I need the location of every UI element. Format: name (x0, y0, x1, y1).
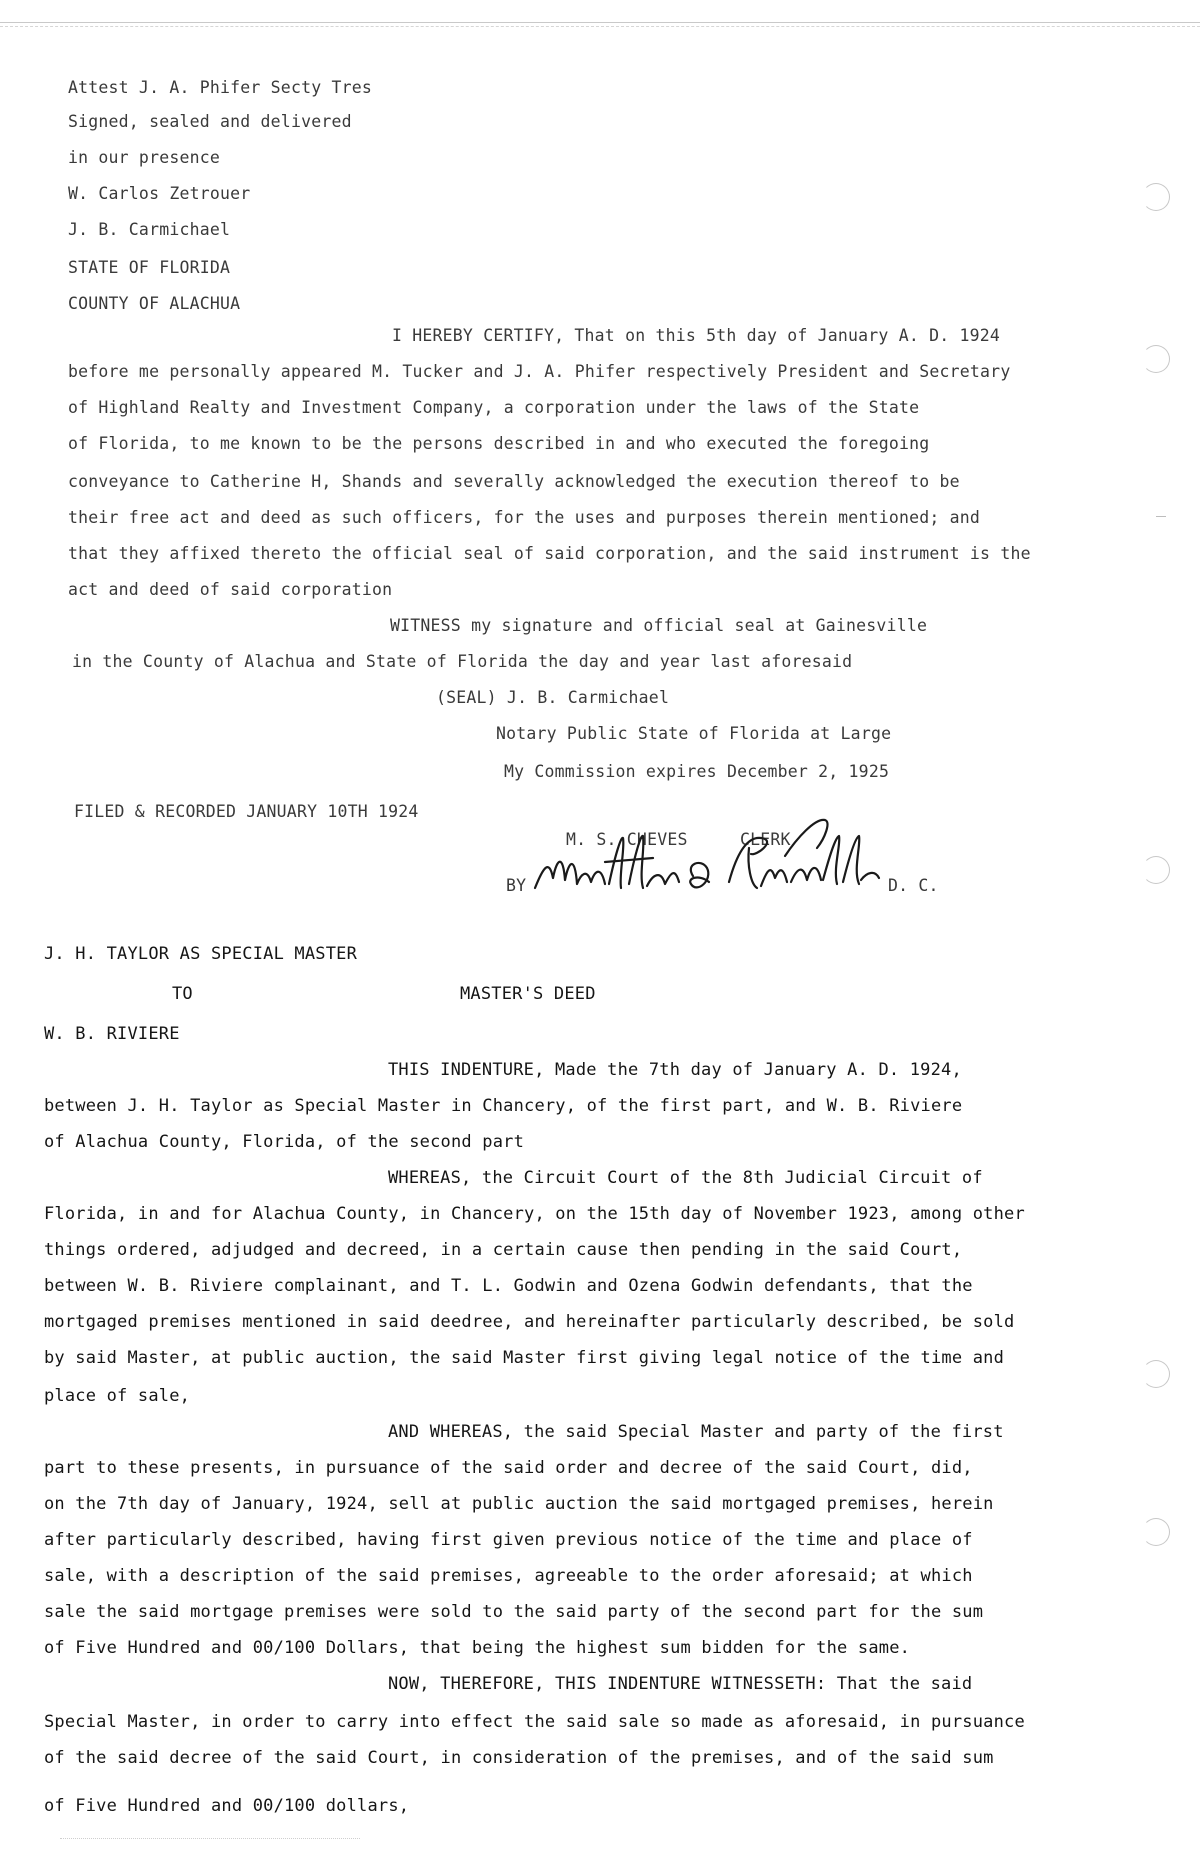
page-top-rule-secondary (0, 26, 1200, 27)
deed-to-label: TO (172, 984, 193, 1004)
deed-body-line: mortgaged premises mentioned in said deedree, and hereinafter particularly described, be sold (44, 1312, 1015, 1332)
punch-hole-1 (1142, 183, 1170, 211)
deed-body-line: part to these presents, in pursuance of the said order and decree of the said Court, did, (44, 1458, 973, 1478)
ack-body-line: act and deed of said corporation (68, 580, 393, 599)
page-top-rule (0, 22, 1200, 23)
deed-body-line: of the said decree of the said Court, in consideration of the premises, and of the said sum (44, 1748, 994, 1768)
ack-body-line: conveyance to Catherine H, Shands and severally acknowledged the execution thereof to be (68, 472, 960, 491)
deed-body-line: Special Master, in order to carry into effect the said sale so made as aforesaid, in pursuance (44, 1712, 1025, 1732)
attest-line: Attest J. A. Phifer Secty Tres (68, 78, 373, 97)
deed-body-line: on the 7th day of January, 1924, sell at public auction the said mortgaged premises, herein (44, 1494, 994, 1514)
indenture-opening: THIS INDENTURE, Made the 7th day of January A. D. 1924, (388, 1060, 962, 1080)
deed-body-line: of Five Hundred and 00/100 dollars, (44, 1796, 410, 1816)
deed-body-line: between J. H. Taylor as Special Master in Chancery, of the first part, and W. B. Riviere (44, 1096, 963, 1116)
deputy-clerk-label: D. C. (888, 876, 939, 895)
page-bottom-mark (60, 1838, 360, 1839)
by-label: BY (506, 876, 527, 895)
notary-seal-name: (SEAL) J. B. Carmichael (436, 688, 670, 707)
deed-body-line: between W. B. Riviere complainant, and T. L. Godwin and Ozena Godwin defendants, that the (44, 1276, 973, 1296)
filed-recorded-stamp: FILED & RECORDED JANUARY 10TH 1924 (74, 802, 419, 821)
witness-location-line: in the County of Alachua and State of Florida the day and year last aforesaid (72, 652, 853, 671)
whereas-opening: WHEREAS, the Circuit Court of the 8th Judicial Circuit of (388, 1168, 983, 1188)
punch-hole-5 (1142, 1518, 1170, 1546)
deed-body-line: place of sale, (44, 1386, 191, 1406)
notary-title: Notary Public State of Florida at Large (496, 724, 892, 743)
deputy-clerk-signature (525, 808, 885, 918)
deed-body-line: sale the said mortgage premises were sold to the said party of the second part for the sum (44, 1602, 984, 1622)
deed-body-line: sale, with a description of the said premises, agreeable to the order aforesaid; at which (44, 1566, 973, 1586)
witness-name-1: W. Carlos Zetrouer (68, 184, 251, 203)
clerk-name: M. S. CHEVES (566, 830, 688, 849)
ack-body-line: their free act and deed as such officers, for the uses and purposes therein mentioned; and (68, 508, 981, 527)
deed-body-line: Florida, in and for Alachua County, in Chancery, on the 15th day of November 1923, among other (44, 1204, 1025, 1224)
deed-body-line: after particularly described, having first given previous notice of the time and place of (44, 1530, 973, 1550)
now-therefore-opening: NOW, THEREFORE, THIS INDENTURE WITNESSETH: That the said (388, 1674, 973, 1694)
witness-signature-line: WITNESS my signature and official seal at Gainesville (390, 616, 928, 635)
deed-body-line: by said Master, at public auction, the said Master first giving legal notice of the time and (44, 1348, 1005, 1368)
deed-body-line: of Five Hundred and 00/100 Dollars, that being the highest sum bidden for the same. (44, 1638, 911, 1658)
ack-body-line: of Florida, to me known to be the persons described in and who executed the foregoing (68, 434, 930, 453)
signed-sealed-line: Signed, sealed and delivered (68, 112, 352, 131)
ack-body-line: before me personally appeared M. Tucker and J. A. Phifer respectively President and Secretary (68, 362, 1011, 381)
county-heading: COUNTY OF ALACHUA (68, 294, 241, 313)
deed-type-heading: MASTER'S DEED (460, 984, 596, 1004)
punch-hole-3 (1142, 856, 1170, 884)
and-whereas-opening: AND WHEREAS, the said Special Master and party of the first (388, 1422, 1004, 1442)
certify-line: I HEREBY CERTIFY, That on this 5th day of January A. D. 1924 (392, 326, 1001, 345)
ack-body-line: of Highland Realty and Investment Company, a corporation under the laws of the State (68, 398, 920, 417)
in-presence-line: in our presence (68, 148, 221, 167)
ack-body-line: that they affixed thereto the official seal of said corporation, and the said instrument is the (68, 544, 1031, 563)
deed-grantee-heading: W. B. RIVIERE (44, 1024, 180, 1044)
deed-grantor-heading: J. H. TAYLOR AS SPECIAL MASTER (44, 944, 358, 964)
state-heading: STATE OF FLORIDA (68, 258, 231, 277)
deed-body-line: of Alachua County, Florida, of the second part (44, 1132, 525, 1152)
witness-name-2: J. B. Carmichael (68, 220, 231, 239)
punch-hole-2 (1142, 345, 1170, 373)
punch-hole-4 (1142, 1360, 1170, 1388)
commission-expiry: My Commission expires December 2, 1925 (504, 762, 890, 781)
deed-body-line: things ordered, adjudged and decreed, in a certain cause then pending in the said Court, (44, 1240, 963, 1260)
clerk-title: CLERK (740, 830, 791, 849)
margin-mark (1156, 516, 1166, 517)
